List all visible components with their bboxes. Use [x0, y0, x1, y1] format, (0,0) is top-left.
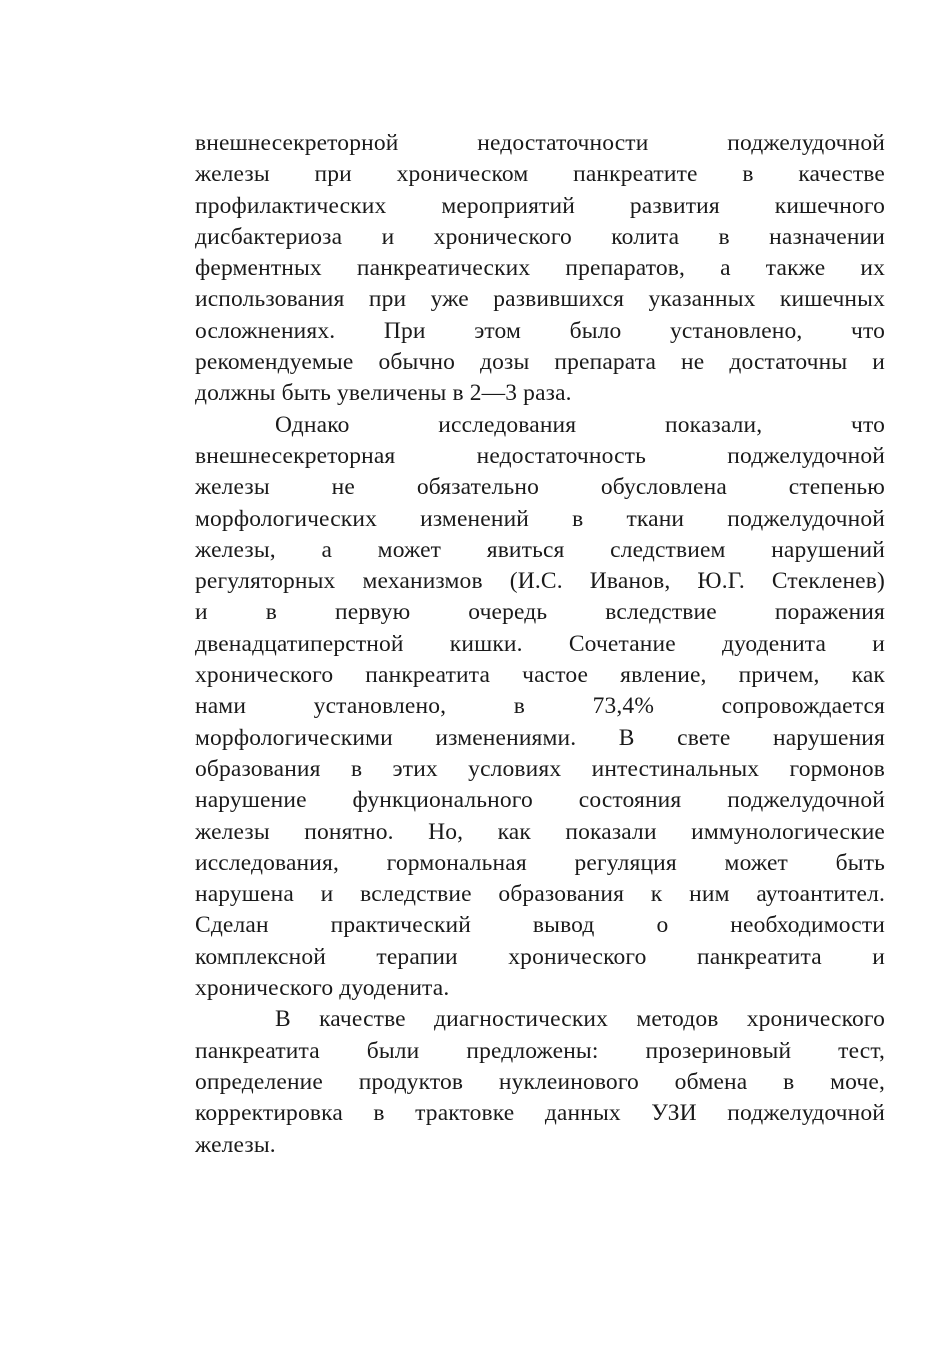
- text-line: морфологическими изменениями. В свете нарушения: [195, 724, 885, 751]
- text-line: двенадцатиперстной кишки. Сочетание дуоденита и: [195, 630, 885, 657]
- text-line: корректировка в трактовке данных УЗИ поджелудочной: [195, 1100, 885, 1127]
- text-line: должны быть увеличены в 2—3 раза.: [195, 380, 572, 407]
- text-line: железы, а может явиться следствием нарушений: [195, 536, 885, 563]
- text-line: нарушена и вследствие образования к ним аутоантител.: [195, 881, 885, 908]
- text-line: железы понятно. Но, как показали иммунологические: [195, 818, 885, 845]
- paragraph: [195, 1004, 885, 1160]
- text-line: и в первую очередь вследствие поражения: [195, 599, 885, 626]
- text-line: Сделан практический вывод о необходимости: [195, 912, 885, 939]
- text-line: панкреатита были предложены: прозериновый тест,: [195, 1037, 885, 1064]
- text-line: морфологических изменений в ткани поджелудочной: [195, 505, 885, 532]
- text-line: регуляторных механизмов (И.С. Иванов, Ю.Г. Стекленев): [195, 568, 885, 595]
- paragraph: [195, 410, 885, 1005]
- text-line: железы.: [195, 1131, 276, 1158]
- text-line: внешнесекреторной недостаточности поджелудочной: [195, 130, 885, 156]
- paragraph: [195, 128, 885, 410]
- text-line: профилактических мероприятий развития кишечного: [195, 192, 885, 219]
- text-line: внешнесекреторная недостаточность поджелудочной: [195, 442, 885, 469]
- text-line: ферментных панкреатических препаратов, а также их: [195, 255, 885, 282]
- text-line: комплексной терапии хронического панкреатита и: [195, 943, 885, 970]
- text-line: В качестве диагностических методов хронического: [275, 1006, 885, 1033]
- text-line: железы не обязательно обусловлена степенью: [195, 474, 885, 501]
- text-line: образования в этих условиях интестинальных гормонов: [195, 755, 885, 782]
- text-line: дисбактериоза и хронического колита в назначении: [195, 223, 885, 250]
- text-line: нарушение функционального состояния поджелудочной: [195, 787, 885, 814]
- text-line: железы при хроническом панкреатите в качестве: [195, 161, 885, 188]
- body-text: [195, 128, 885, 1161]
- text-line: хронического дуоденита.: [195, 975, 450, 1002]
- text-line: исследования, гормональная регуляция может быть: [195, 849, 885, 876]
- text-line: хронического панкреатита частое явление, причем, как: [195, 662, 885, 689]
- text-line: определение продуктов нуклеинового обмена в моче,: [195, 1068, 885, 1095]
- text-line: нами установлено, в 73,4% сопровождается: [195, 693, 885, 720]
- text-line: рекомендуемые обычно дозы препарата не достаточны и: [195, 349, 885, 376]
- text-line: осложнениях. При этом было установлено, что: [195, 317, 885, 344]
- text-line: Однако исследования показали, что: [275, 411, 885, 438]
- text-line: использования при уже развившихся указанных кишечных: [195, 286, 885, 313]
